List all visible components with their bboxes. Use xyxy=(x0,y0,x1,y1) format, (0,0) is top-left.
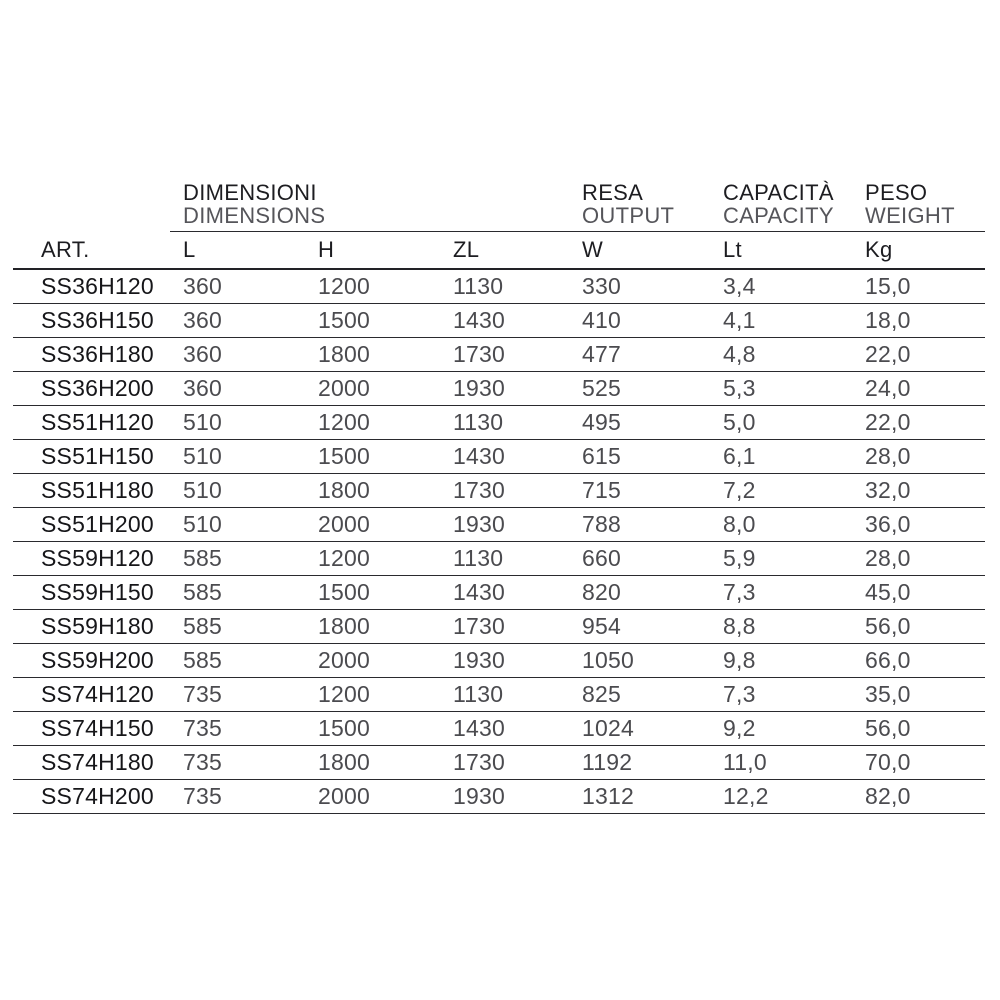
cell-zl: 1730 xyxy=(440,338,569,372)
cell-capacity-lt: 7,2 xyxy=(710,474,852,508)
group-label-dimensioni: DIMENSIONI xyxy=(183,180,317,205)
group-header-dimensions xyxy=(170,176,569,232)
cell-art-code: SS36H180 xyxy=(13,338,170,372)
cell-weight-kg: 66,0 xyxy=(852,644,985,678)
cell-weight-kg: 24,0 xyxy=(852,372,985,406)
cell-art-code: SS74H180 xyxy=(13,746,170,780)
cell-output-w: 788 xyxy=(569,508,710,542)
cell-capacity-lt: 8,0 xyxy=(710,508,852,542)
cell-weight-kg: 56,0 xyxy=(852,610,985,644)
cell-output-w: 820 xyxy=(569,576,710,610)
cell-art-code: SS36H200 xyxy=(13,372,170,406)
cell-zl: 1930 xyxy=(440,644,569,678)
cell-art-code: SS59H180 xyxy=(13,610,170,644)
cell-height: 2000 xyxy=(305,372,440,406)
cell-capacity-lt: 7,3 xyxy=(710,576,852,610)
table-row xyxy=(13,746,985,780)
cell-zl: 1730 xyxy=(440,746,569,780)
cell-height: 1800 xyxy=(305,746,440,780)
cell-capacity-lt: 9,2 xyxy=(710,712,852,746)
table-row xyxy=(13,304,985,338)
group-header-output xyxy=(569,176,710,232)
group-label-capacita: CAPACITÀ xyxy=(723,180,834,205)
cell-height: 1200 xyxy=(305,406,440,440)
table-row xyxy=(13,372,985,406)
cell-art-code: SS74H200 xyxy=(13,780,170,814)
cell-height: 1800 xyxy=(305,610,440,644)
cell-zl: 1130 xyxy=(440,678,569,712)
cell-height: 2000 xyxy=(305,644,440,678)
column-header-h: H xyxy=(305,232,440,270)
table-row xyxy=(13,644,985,678)
group-header-capacity xyxy=(710,176,852,232)
cell-weight-kg: 22,0 xyxy=(852,338,985,372)
cell-weight-kg: 28,0 xyxy=(852,440,985,474)
table-row xyxy=(13,269,985,304)
cell-height: 1500 xyxy=(305,304,440,338)
cell-output-w: 495 xyxy=(569,406,710,440)
cell-height: 1800 xyxy=(305,338,440,372)
cell-zl: 1430 xyxy=(440,440,569,474)
group-label-peso: PESO xyxy=(865,180,928,205)
cell-length: 735 xyxy=(170,746,305,780)
cell-capacity-lt: 4,1 xyxy=(710,304,852,338)
cell-output-w: 1024 xyxy=(569,712,710,746)
cell-capacity-lt: 4,8 xyxy=(710,338,852,372)
cell-art-code: SS51H180 xyxy=(13,474,170,508)
cell-output-w: 1050 xyxy=(569,644,710,678)
cell-height: 1500 xyxy=(305,440,440,474)
cell-output-w: 1192 xyxy=(569,746,710,780)
cell-length: 360 xyxy=(170,338,305,372)
cell-height: 1500 xyxy=(305,576,440,610)
cell-zl: 1730 xyxy=(440,474,569,508)
cell-art-code: SS51H150 xyxy=(13,440,170,474)
column-header-kg: Kg xyxy=(852,232,985,270)
table-row xyxy=(13,610,985,644)
group-label-output: OUTPUT xyxy=(582,203,675,228)
group-label-weight: WEIGHT xyxy=(865,203,955,228)
table-row xyxy=(13,712,985,746)
cell-zl: 1930 xyxy=(440,372,569,406)
cell-art-code: SS36H150 xyxy=(13,304,170,338)
cell-length: 585 xyxy=(170,644,305,678)
cell-capacity-lt: 7,3 xyxy=(710,678,852,712)
cell-length: 585 xyxy=(170,542,305,576)
table-row xyxy=(13,406,985,440)
cell-output-w: 330 xyxy=(569,269,710,304)
cell-capacity-lt: 3,4 xyxy=(710,269,852,304)
group-label-dimensions: DIMENSIONS xyxy=(183,203,326,228)
cell-height: 1200 xyxy=(305,269,440,304)
cell-capacity-lt: 5,0 xyxy=(710,406,852,440)
cell-capacity-lt: 6,1 xyxy=(710,440,852,474)
cell-weight-kg: 82,0 xyxy=(852,780,985,814)
cell-weight-kg: 28,0 xyxy=(852,542,985,576)
cell-height: 1200 xyxy=(305,678,440,712)
table-row xyxy=(13,542,985,576)
cell-zl: 1130 xyxy=(440,542,569,576)
cell-height: 2000 xyxy=(305,780,440,814)
cell-output-w: 525 xyxy=(569,372,710,406)
cell-capacity-lt: 11,0 xyxy=(710,746,852,780)
cell-capacity-lt: 5,3 xyxy=(710,372,852,406)
table-body xyxy=(13,269,985,814)
cell-art-code: SS74H150 xyxy=(13,712,170,746)
cell-output-w: 615 xyxy=(569,440,710,474)
cell-length: 510 xyxy=(170,440,305,474)
cell-output-w: 477 xyxy=(569,338,710,372)
column-header-lt: Lt xyxy=(710,232,852,270)
cell-weight-kg: 70,0 xyxy=(852,746,985,780)
cell-length: 735 xyxy=(170,780,305,814)
cell-length: 510 xyxy=(170,508,305,542)
cell-output-w: 660 xyxy=(569,542,710,576)
group-label-capacity: CAPACITY xyxy=(723,203,834,228)
table-row xyxy=(13,576,985,610)
cell-zl: 1130 xyxy=(440,406,569,440)
cell-capacity-lt: 12,2 xyxy=(710,780,852,814)
cell-art-code: SS59H120 xyxy=(13,542,170,576)
table-row xyxy=(13,440,985,474)
cell-zl: 1930 xyxy=(440,780,569,814)
cell-art-code: SS51H120 xyxy=(13,406,170,440)
cell-height: 1200 xyxy=(305,542,440,576)
column-header-l: L xyxy=(170,232,305,270)
cell-length: 510 xyxy=(170,406,305,440)
group-header-weight xyxy=(852,176,985,232)
cell-zl: 1130 xyxy=(440,269,569,304)
cell-art-code: SS51H200 xyxy=(13,508,170,542)
cell-height: 1500 xyxy=(305,712,440,746)
cell-capacity-lt: 8,8 xyxy=(710,610,852,644)
cell-output-w: 825 xyxy=(569,678,710,712)
column-header-zl: ZL xyxy=(440,232,569,270)
table-row xyxy=(13,780,985,814)
table-row xyxy=(13,678,985,712)
group-label-resa: RESA xyxy=(582,180,644,205)
group-header-spacer xyxy=(13,176,170,232)
cell-weight-kg: 45,0 xyxy=(852,576,985,610)
cell-height: 2000 xyxy=(305,508,440,542)
cell-art-code: SS59H150 xyxy=(13,576,170,610)
cell-art-code: SS59H200 xyxy=(13,644,170,678)
cell-weight-kg: 18,0 xyxy=(852,304,985,338)
table-row xyxy=(13,338,985,372)
table-row xyxy=(13,474,985,508)
cell-zl: 1430 xyxy=(440,304,569,338)
cell-weight-kg: 32,0 xyxy=(852,474,985,508)
cell-zl: 1430 xyxy=(440,712,569,746)
cell-weight-kg: 22,0 xyxy=(852,406,985,440)
cell-art-code: SS36H120 xyxy=(13,269,170,304)
cell-length: 585 xyxy=(170,610,305,644)
table-row xyxy=(13,508,985,542)
cell-weight-kg: 36,0 xyxy=(852,508,985,542)
cell-capacity-lt: 5,9 xyxy=(710,542,852,576)
cell-weight-kg: 35,0 xyxy=(852,678,985,712)
cell-length: 735 xyxy=(170,678,305,712)
cell-output-w: 410 xyxy=(569,304,710,338)
cell-weight-kg: 15,0 xyxy=(852,269,985,304)
cell-length: 510 xyxy=(170,474,305,508)
cell-output-w: 1312 xyxy=(569,780,710,814)
product-spec-table xyxy=(13,176,985,814)
column-header-w: W xyxy=(569,232,710,270)
cell-length: 735 xyxy=(170,712,305,746)
cell-zl: 1930 xyxy=(440,508,569,542)
cell-length: 585 xyxy=(170,576,305,610)
cell-art-code: SS74H120 xyxy=(13,678,170,712)
cell-zl: 1430 xyxy=(440,576,569,610)
cell-output-w: 715 xyxy=(569,474,710,508)
cell-output-w: 954 xyxy=(569,610,710,644)
cell-weight-kg: 56,0 xyxy=(852,712,985,746)
column-header-row xyxy=(13,232,985,270)
cell-length: 360 xyxy=(170,372,305,406)
cell-zl: 1730 xyxy=(440,610,569,644)
cell-capacity-lt: 9,8 xyxy=(710,644,852,678)
cell-height: 1800 xyxy=(305,474,440,508)
group-header-row xyxy=(13,176,985,232)
cell-length: 360 xyxy=(170,269,305,304)
column-header-art: ART. xyxy=(13,232,170,270)
cell-length: 360 xyxy=(170,304,305,338)
